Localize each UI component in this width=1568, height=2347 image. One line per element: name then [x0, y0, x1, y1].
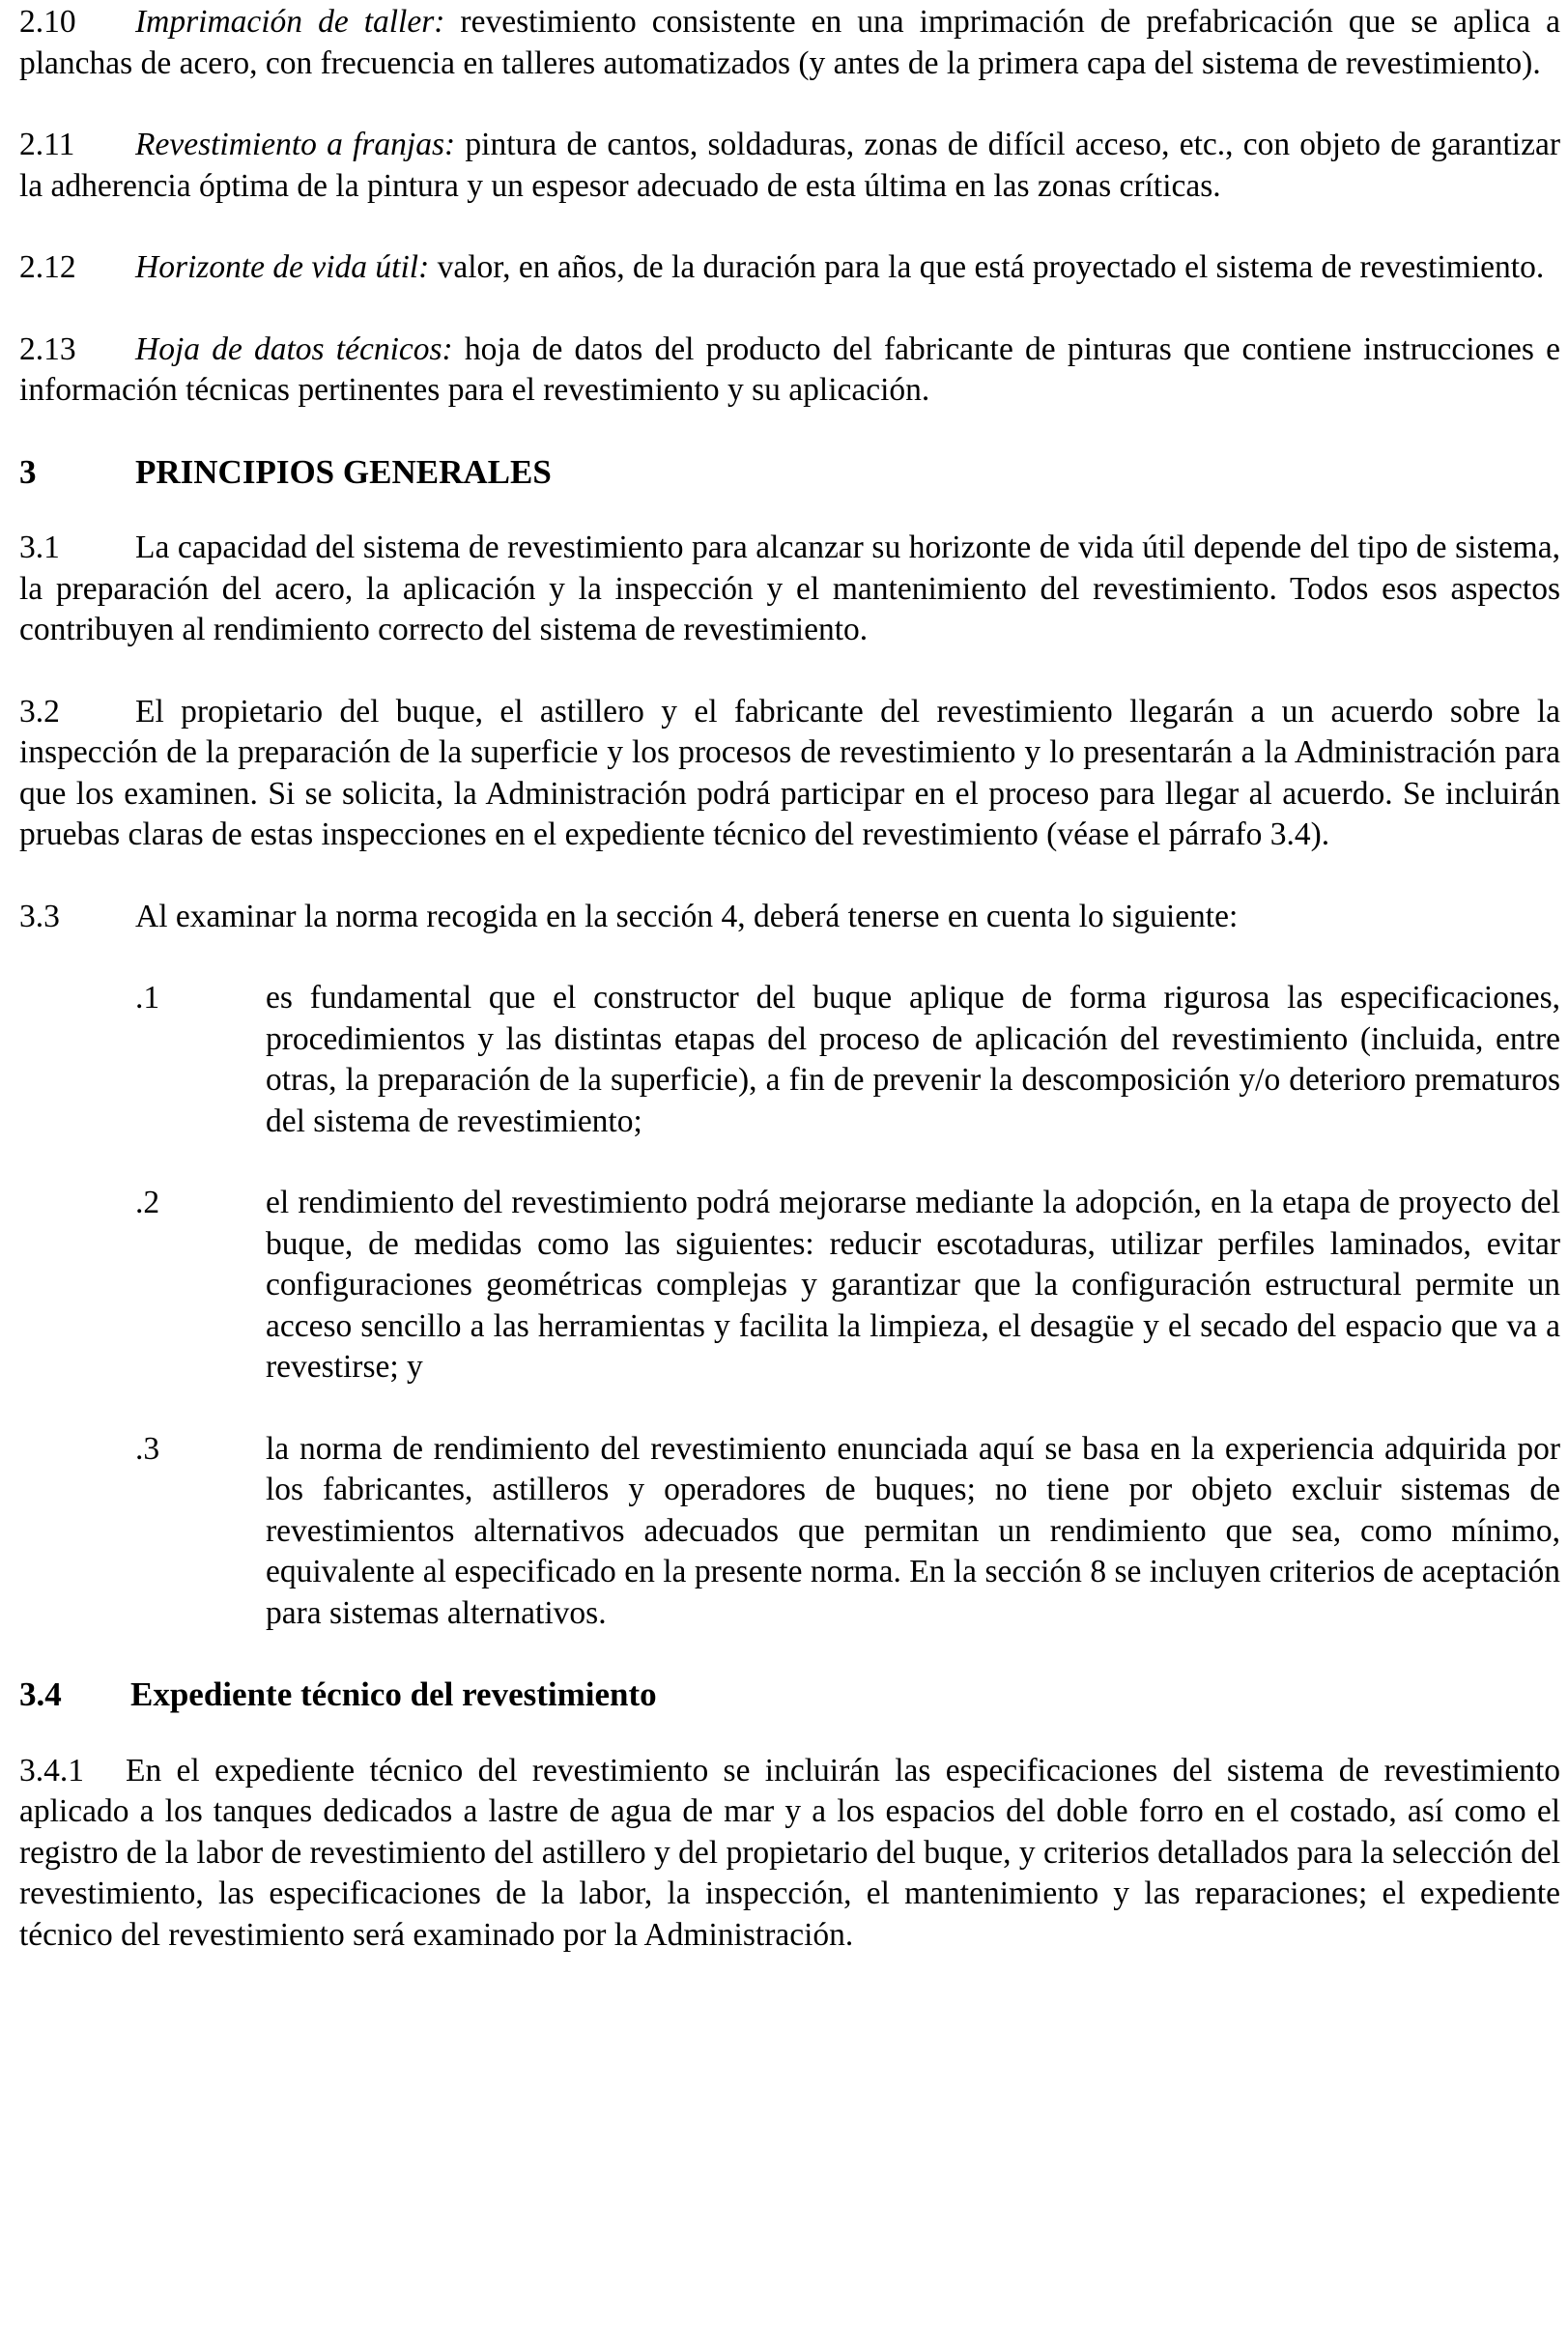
definition-number: 2.13 — [19, 330, 76, 367]
paragraph-3-3 — [19, 897, 1560, 938]
definition-2-10 — [19, 2, 1560, 84]
definition-term: Hoja de datos técnicos: — [135, 330, 453, 367]
paragraph-text: La capacidad del sistema de revestimiento para alcanzar su horizonte de vida útil depende del tipo de sistema, la preparación del acero, la aplicación y la inspección y el mantenimiento del revestimiento. Todos esos aspectos contribuyen al rendimiento correcto del sistema de revestimiento. — [19, 530, 1560, 647]
definition-text: revestimiento consistente en una imprimación de prefabricación que se aplica a planchas de acero, con frecuencia en talleres automatizados (y antes de la primera capa del sistema de revestimiento). — [19, 4, 1560, 81]
definition-2-12 — [19, 247, 1560, 289]
paragraph-number: 3.2 — [19, 693, 60, 730]
list-item-3 — [135, 1429, 1560, 1635]
definition-number: 2.10 — [19, 4, 76, 40]
section-heading-3 — [19, 452, 1560, 494]
list-item-text: el rendimiento del revestimiento podrá mejorarse mediante la adopción, en la etapa de proyecto del buque, de medidas como las siguientes: reducir escotaduras, utilizar perfiles laminados, evitar configuraciones geométricas complejas y garantizar que la configuración estructural permite un acceso sencillo a las herramientas y facilita la limpieza, el desagüe y el secado del espacio que va a revestirse; y — [266, 1185, 1560, 1385]
paragraph-text: Al examinar la norma recogida en la sección 4, deberá tenerse en cuenta lo siguiente: — [135, 898, 1239, 934]
definition-text: valor, en años, de la duración para la que está proyectado el sistema de revestimiento. — [429, 249, 1545, 285]
section-number: 3.4 — [19, 1675, 62, 1713]
list-item-number: .2 — [135, 1185, 160, 1220]
list-item-text: es fundamental que el constructor del buque aplique de forma rigurosa las especificaciones, procedimientos y las distintas etapas del proceso de aplicación del revestimiento (incluida, entre otras, la preparación de la superficie), a fin de prevenir la descomposición y/o deterioro prematuros del sistema de revestimiento; — [266, 980, 1560, 1139]
definition-2-11 — [19, 125, 1560, 207]
paragraph-number: 3.4.1 — [19, 1752, 84, 1789]
paragraph-3-1 — [19, 528, 1560, 651]
document-page — [19, 2, 1560, 1996]
paragraph-text: En el expediente técnico del revestimiento se incluirán las especificaciones del sistema de revestimiento aplicado a los tanques dedicados a lastre de agua de mar y a los espacios del doble forro en el costado, así como el registro de la labor de revestimiento del astillero y del propietario del buque, y criterios detallados para la selección del revestimiento, las especificaciones de la labor, la inspección, el mantenimiento y las reparaciones; el expediente técnico del revestimiento será examinado por la Administración. — [19, 1752, 1560, 1953]
section-number: 3 — [19, 452, 37, 491]
list-item-number: .3 — [135, 1430, 160, 1467]
list-item-number: .1 — [135, 980, 160, 1016]
definition-term: Horizonte de vida útil: — [135, 249, 430, 285]
list-item-1 — [135, 978, 1560, 1142]
definition-term: Revestimiento a franjas: — [135, 127, 456, 162]
paragraph-text: El propietario del buque, el astillero y el fabricante del revestimiento llegarán a un acuerdo sobre la inspección de la preparación de la superficie y los procesos de revestimiento y lo presentarán a la Administración para que los examinen. Si se solicita, la Administración podrá participar en el proceso para llegar al acuerdo. Se incluirán pruebas claras de estas inspecciones en el expediente técnico del revestimiento (véase el párrafo 3.4). — [19, 693, 1560, 852]
list-item-text: la norma de rendimiento del revestimiento enunciada aquí se basa en la experiencia adquirida por los fabricantes, astilleros y operadores de buques; no tiene por objeto excluir sistemas de revestimientos alternativos adecuados que permitan un rendimiento que sea, como mínimo, equivalente al especificado en la presente norma. En la sección 8 se incluyen criterios de aceptación para sistemas alternativos. — [266, 1430, 1560, 1631]
list-item-2 — [135, 1183, 1560, 1388]
paragraph-3-2 — [19, 692, 1560, 856]
definition-text: hoja de datos del producto del fabricante de pinturas que contiene instrucciones e información técnicas pertinentes para el revestimiento y su aplicación. — [19, 330, 1560, 408]
paragraph-number: 3.1 — [19, 530, 60, 565]
section-title: Expediente técnico del revestimiento — [130, 1675, 657, 1713]
definition-text: pintura de cantos, soldaduras, zonas de difícil acceso, etc., con objeto de garantizar la adherencia óptima de la pintura y un espesor adecuado de esta última en las zonas críticas. — [19, 127, 1560, 204]
definition-number: 2.12 — [19, 249, 76, 285]
section-heading-3-4 — [19, 1674, 1560, 1716]
definition-term: Imprimación de taller: — [135, 4, 445, 40]
paragraph-3-4-1 — [19, 1751, 1560, 1957]
section-title: PRINCIPIOS GENERALES — [135, 452, 552, 491]
definition-number: 2.11 — [19, 127, 75, 162]
paragraph-number: 3.3 — [19, 898, 60, 934]
definition-2-13 — [19, 329, 1560, 412]
